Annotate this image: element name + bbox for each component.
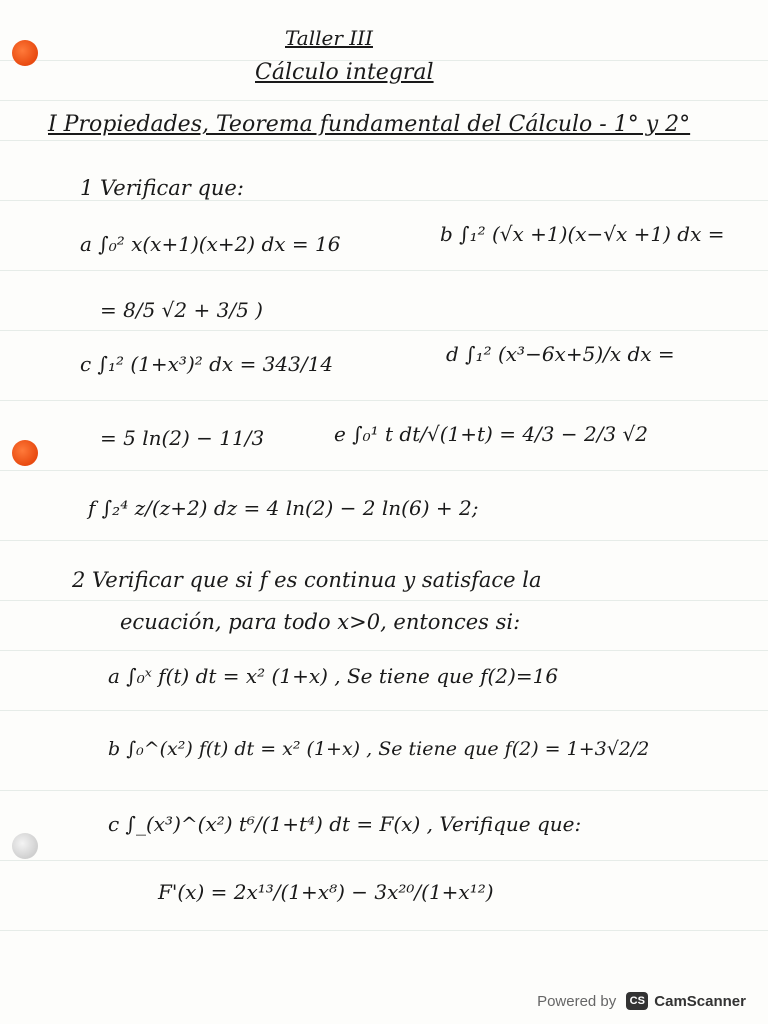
ruled-line — [0, 710, 768, 711]
q1-item-f: f ∫₂⁴ z/(z+2) dz = 4 ln(2) − 2 ln(6) + 2; — [88, 496, 479, 520]
q2-heading: 2 Verificar que si f es continua y satisface la — [72, 568, 542, 592]
q1-item-e: e ∫₀¹ t dt/√(1+t) = 4/3 − 2/3 √2 — [334, 422, 648, 446]
ruled-line — [0, 600, 768, 601]
section-heading: I Propiedades, Teorema fundamental del Cálculo - 1° y 2° — [48, 112, 691, 137]
q1-item-a: a ∫₀² x(x+1)(x+2) dx = 16 — [80, 232, 341, 256]
q1-item-c: c ∫₁² (1+x³)² dx = 343/14 — [80, 352, 334, 376]
camscanner-icon: CS — [626, 992, 648, 1010]
q1-item-d: d ∫₁² (x³−6x+5)/x dx = — [446, 342, 675, 366]
title-line2: Cálculo integral — [255, 60, 434, 85]
ruled-line — [0, 270, 768, 271]
ruled-line — [0, 140, 768, 141]
powered-by-text: Powered by — [537, 992, 617, 1010]
camscanner-brand: CamScanner — [654, 992, 746, 1010]
ruled-line — [0, 470, 768, 471]
ruled-line — [0, 930, 768, 931]
ruled-line — [0, 100, 768, 101]
q1-heading: 1 Verificar que: — [80, 176, 244, 200]
title-line1: Taller III — [285, 26, 373, 50]
q1-item-d-result: = 5 ln(2) − 11/3 — [100, 426, 265, 450]
binder-hole — [12, 40, 38, 66]
camscanner-logo — [626, 992, 746, 1010]
binder-hole — [12, 440, 38, 466]
ruled-line — [0, 200, 768, 201]
q1-item-b-result: = 8/5 √2 + 3/5 ) — [100, 298, 263, 322]
camscanner-watermark — [537, 992, 746, 1010]
ruled-line — [0, 330, 768, 331]
ruled-line — [0, 400, 768, 401]
q2-item-a: a ∫₀ˣ f(t) dt = x² (1+x) , Se tiene que f(2)=16 — [108, 664, 559, 688]
q2-heading-cont: ecuación, para todo x>0, entonces si: — [120, 610, 521, 634]
ruled-line — [0, 790, 768, 791]
q2-item-c: c ∫_(x³)^(x²) t⁶/(1+t⁴) dt = F(x) , Verifique que: — [108, 812, 582, 836]
q1-item-b: b ∫₁² (√x +1)(x−√x +1) dx = — [440, 222, 725, 246]
binder-hole — [12, 833, 38, 859]
q2-item-b: b ∫₀^(x²) f(t) dt = x² (1+x) , Se tiene que f(2) = 1+3√2/2 — [108, 738, 650, 760]
ruled-line — [0, 860, 768, 861]
q2-fprime: F'(x) = 2x¹³/(1+x⁸) − 3x²⁰/(1+x¹²) — [158, 880, 494, 904]
ruled-line — [0, 650, 768, 651]
ruled-line — [0, 540, 768, 541]
